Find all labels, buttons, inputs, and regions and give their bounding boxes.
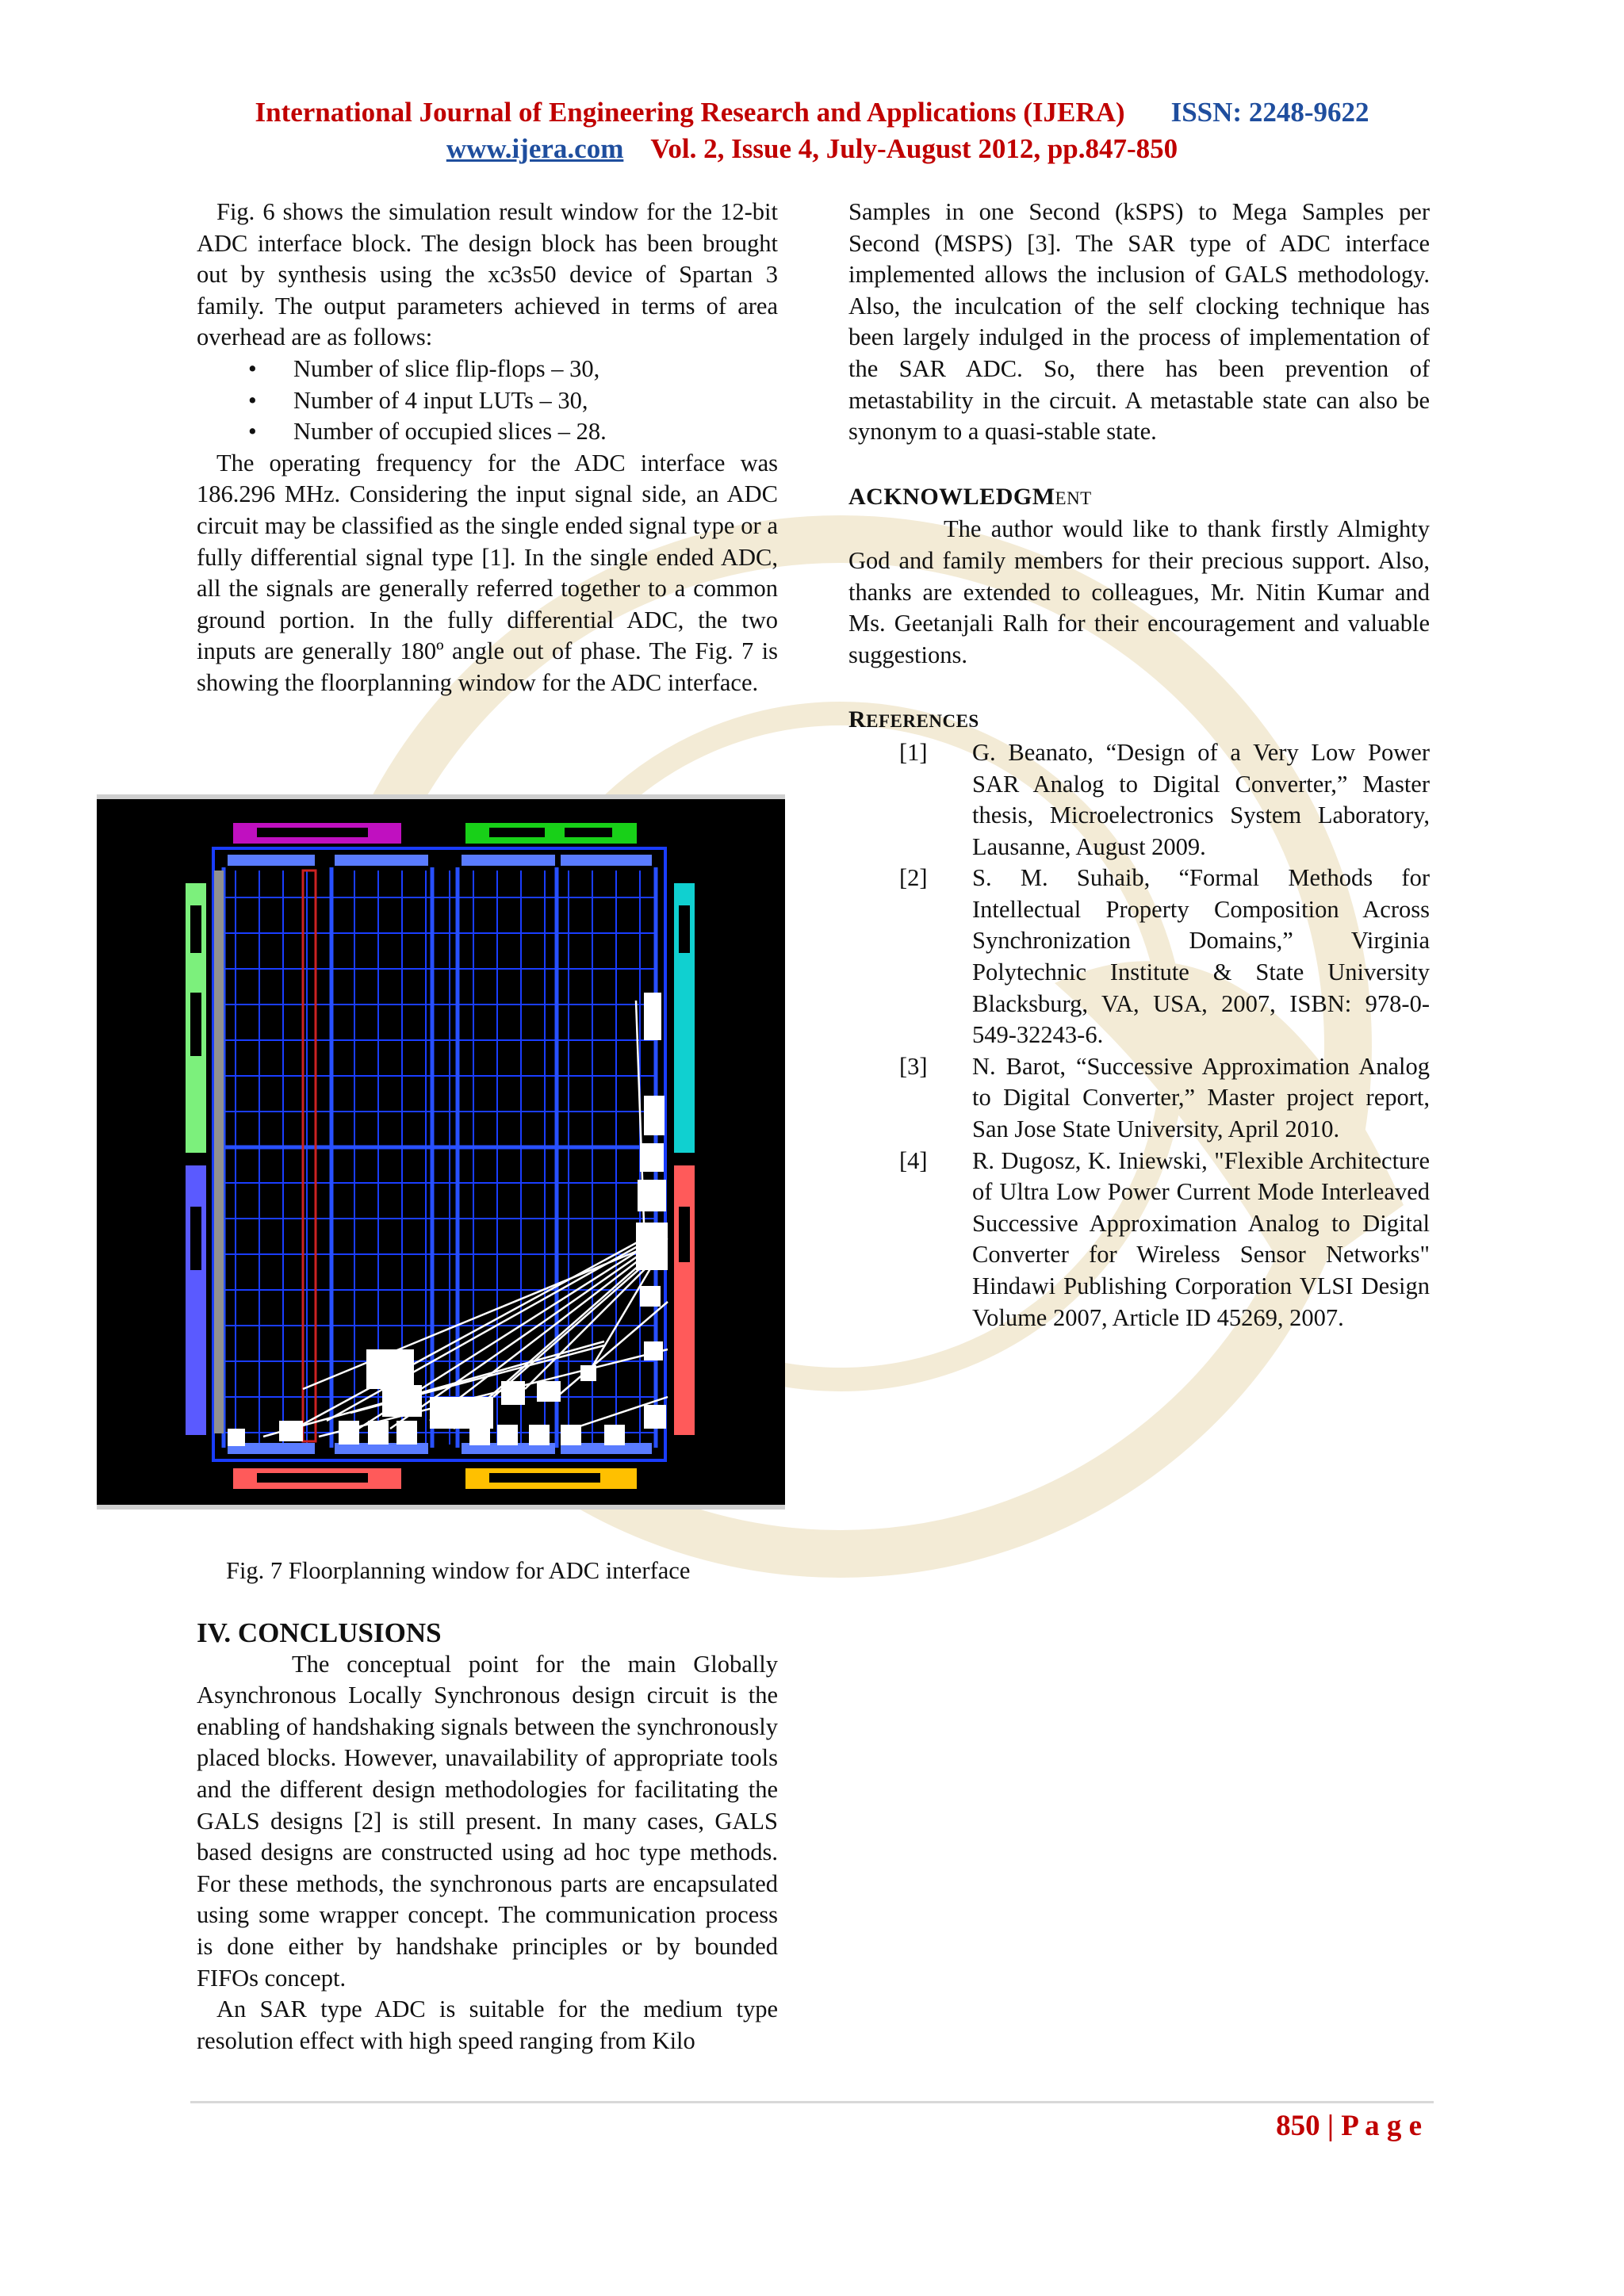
page-number: 850 | P a g e [1276,2110,1422,2142]
reference-item: [4] R. Dugosz, K. Iniewski, "Flexible Architecture of Ultra Low Power Current Mode Interleaved Successive Approximation Analog to Digital Converter for Wireless Sensor Networks" Hindawi Publishing Corporation VLSI Design Volume 2007, Article ID 45269, 2007. [899,1146,1430,1331]
left-column-bottom [197,1617,778,2057]
section-heading-conclusions: IV. CONCLUSIONS [197,1617,442,1648]
running-header-line2 [0,133,1624,165]
paragraph: Samples in one Second (kSPS) to Mega Samples per Second (MSPS) [3]. The SAR type of ADC interface implemented allows the inclusion of GALS methodology. Also, the inculcation of the self clocking technique has been largely indulged in the process of implementation of the SAR ADC. So, there has been prevention of metastability in the circuit. A metastable state can also be synonym to a quasi-stable state. [848,198,1430,446]
journal-name: International Journal of Engineering Research and Applications (IJERA) [255,97,1125,128]
issn: ISSN: 2248-9622 [1170,97,1369,128]
section-heading-references: REFERENCES [848,706,979,733]
floorplan-figure [97,794,785,1510]
list-item: • Number of 4 input LUTs – 30, [197,385,778,417]
reference-item: [2] S. M. Suhaib, “Formal Methods for Intellectual Property Composition Across Synchronization Domains,” Virginia Polytechnic Institute & State University Blacksburg, VA, USA, 2007, ISBN: 978-0-549-32243-6. [899,864,1430,1049]
section-heading-acknowledgment: ACKNOWLEDGMENT [848,483,1092,510]
figure-caption: Fig. 7 Floorplanning window for ADC interface [226,1557,691,1584]
reference-item: [3] N. Barot, “Successive Approximation Analog to Digital Converter,” Master project report, San Jose State University, April 2010. [899,1052,1430,1143]
volume-info: Vol. 2, Issue 4, July-August 2012, pp.847-850 [650,133,1178,164]
area-overhead-list [197,354,778,448]
list-item: • Number of occupied slices – 28. [197,416,778,448]
journal-link[interactable]: www.ijera.com [446,133,624,164]
left-column-top [197,197,778,699]
paragraph: Fig. 6 shows the simulation result window for the 12-bit ADC interface block. The design block has been brought out by synthesis using the xc3s50 device of Spartan 3 family. The output parameters achieved in terms of area overhead are as follows: [197,198,778,351]
running-header-line1 [0,97,1624,128]
right-column [848,197,1430,1334]
paragraph: The conceptual point for the main Globally Asynchronous Locally Synchronous design circuit is the enabling of handshaking signals between the synchronously placed blocks. However, unavailability of appropriate tools and the different design methodologies for facilitating the GALS designs [2] is still present. In many cases, GALS based designs are constructed using ad hoc type methods. For these methods, the synchronous parts are encapsulated using some wrapper concept. The communication process is done either by handshake principles or by bounded FIFOs concept. [197,1650,778,1992]
paragraph: An SAR type ADC is suitable for the medium type resolution effect with high speed ranging from Kilo [197,1996,778,2054]
paragraph: The operating frequency for the ADC interface was 186.296 MHz. Considering the input signal side, an ADC circuit may be classified as the single ended signal type or a fully differential signal type [1]. In the single ended ADC, all the signals are generally referred together to a common ground portion. In the fully differential ADC, the two inputs are generally 180º angle out of phase. The Fig. 7 is showing the floorplanning window for the ADC interface. [197,449,778,696]
paragraph: The author would like to thank firstly Almighty God and family members for their precious support. Also, thanks are extended to colleagues, Mr. Nitin Kumar and Ms. Geetanjali Ralh for their encouragement and valuable suggestions. [848,515,1430,668]
list-item: • Number of slice flip-flops – 30, [197,354,778,385]
footer-rule [190,2101,1434,2103]
reference-item: [1] G. Beanato, “Design of a Very Low Power SAR Analog to Digital Converter,” Master thesis, Microelectronics System Laboratory, Lausanne, August 2009. [899,738,1430,860]
